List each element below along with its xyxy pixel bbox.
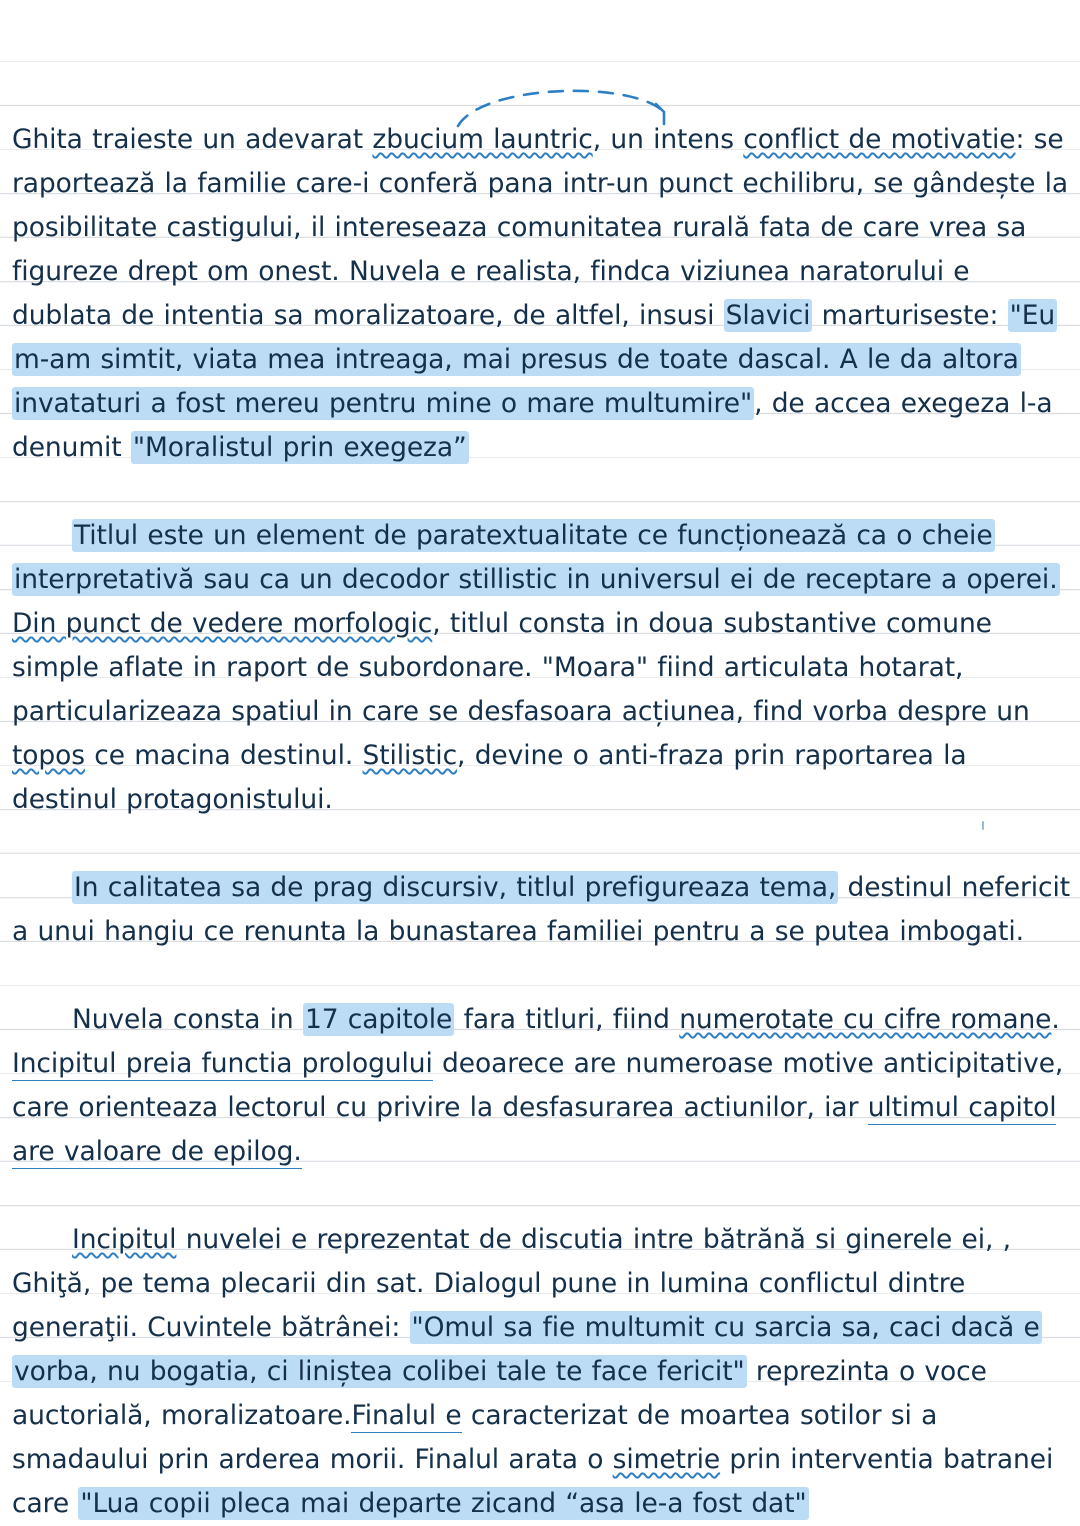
underlined-text: Finalul e bbox=[351, 1400, 462, 1431]
wavy-underlined-text: topos bbox=[12, 740, 85, 771]
paragraph-p1 bbox=[0, 118, 1080, 470]
text-run: deoarece are numeroase motive anticipitative, care orienteaza lectorul cu privire la desfasurarea actiunilor, iar bbox=[12, 1048, 1064, 1123]
text-run: prin interventia batranei care bbox=[12, 1444, 1054, 1519]
wavy-underlined-text: simetrie bbox=[612, 1444, 721, 1475]
text-run: , devine o anti-fraza prin raportarea la destinul protagonistului. bbox=[12, 740, 967, 815]
text-run: fara titluri, fiind bbox=[454, 1004, 680, 1035]
paragraph-gap bbox=[0, 470, 1080, 514]
wavy-underlined-text: zbucium launtric bbox=[372, 124, 593, 155]
highlighted-text: "Omul sa fie multumit cu sarcia sa, caci dacă e vorba, nu bogatia, ci liniștea colibei tale te face fericit" bbox=[14, 1312, 1040, 1387]
paragraph-p2 bbox=[0, 514, 1080, 822]
text-run: , de accea exegeza l-a denumit bbox=[12, 388, 1053, 463]
text-run: marturiseste: bbox=[812, 300, 1008, 331]
text-run: caracterizat de moartea sotilor si a smadaului prin arderea morii. Finalul arata o bbox=[12, 1400, 938, 1475]
highlighted-text: In calitatea sa de prag discursiv, titlul prefigureaza tema, bbox=[74, 872, 837, 903]
highlighted-text: 17 capitole bbox=[304, 1004, 453, 1035]
wavy-underlined-text: Stilistic bbox=[362, 740, 458, 771]
highlighted-text: "Lua copii pleca mai departe zicand “asa le-a fost dat" bbox=[80, 1488, 807, 1519]
text-run: , un intens bbox=[592, 124, 744, 155]
text-run: Ghita traieste un adevarat bbox=[12, 124, 373, 155]
highlighted-text: "Eu m-am simtit, viata mea intreaga, mai presus de toate dascal. A le da altora invataturi a fost mereu pentru mine o mare multumire" bbox=[14, 300, 1056, 419]
paragraph-gap bbox=[0, 822, 1080, 866]
paragraph-gap bbox=[0, 954, 1080, 998]
text-run: nuvelei e reprezentat de discutia intre bătrănă si ginerele ei, , Ghiţă, pe tema plecarii din sat. Dialogul pune in lumina conflictul dintre generaţii. Cuvintele bătrânei: bbox=[12, 1224, 1011, 1343]
highlighted-text: "Moralistul prin exegeza” bbox=[132, 432, 467, 463]
paragraph-p5 bbox=[0, 1218, 1080, 1526]
text-run: . bbox=[1051, 1004, 1060, 1035]
underlined-text: Incipitul preia functia prologului bbox=[12, 1048, 433, 1079]
wavy-underlined-text: conflict de motivatie bbox=[743, 124, 1016, 155]
highlighted-text: Titlul este un element de paratextualitate ce funcționează ca o cheie interpretativă sau ca un decodor stillistic in universul ei de receptare a operei. bbox=[14, 520, 1058, 595]
wavy-underlined-text: Incipitul bbox=[72, 1224, 177, 1255]
text-run: , titlul consta in doua substantive comune simple aflate in raport de subordonare. "Moara" fiind articulata hotarat, particularizeaza spatiul in care se desfasoara acțiunea, find vorba despre un bbox=[12, 608, 1030, 727]
paragraph-p3 bbox=[0, 866, 1080, 954]
wavy-underlined-text: numerotate cu cifre romane bbox=[679, 1004, 1052, 1035]
paragraph-gap bbox=[0, 1174, 1080, 1218]
wavy-underlined-text: Din punct de vedere morfologic bbox=[12, 608, 433, 639]
text-run: Nuvela consta in bbox=[72, 1004, 303, 1035]
text-run: ce macina destinul. bbox=[84, 740, 363, 771]
underlined-text: ultimul capitol are valoare de epilog. bbox=[12, 1092, 1057, 1167]
highlighted-text: Slavici bbox=[725, 300, 811, 331]
text-run: destinul nefericit a unui hangiu ce renunta la bunastarea familiei pentru a se putea imbogati. bbox=[12, 872, 1071, 947]
paragraph-p4 bbox=[0, 998, 1080, 1174]
text-run: reprezinta o voce auctorială, moralizatoare. bbox=[12, 1356, 987, 1431]
text-run: : se raportează la familie care-i conferă pana intr-un punct echilibru, se gândește la posibilitate castigului, il intereseaza comunitatea rurală fata de care vrea sa figureze drept om onest. Nuvela e realista, findca viziunea naratorului e dublata de intentia sa moralizatoare, de altfel, insusi bbox=[12, 124, 1069, 331]
